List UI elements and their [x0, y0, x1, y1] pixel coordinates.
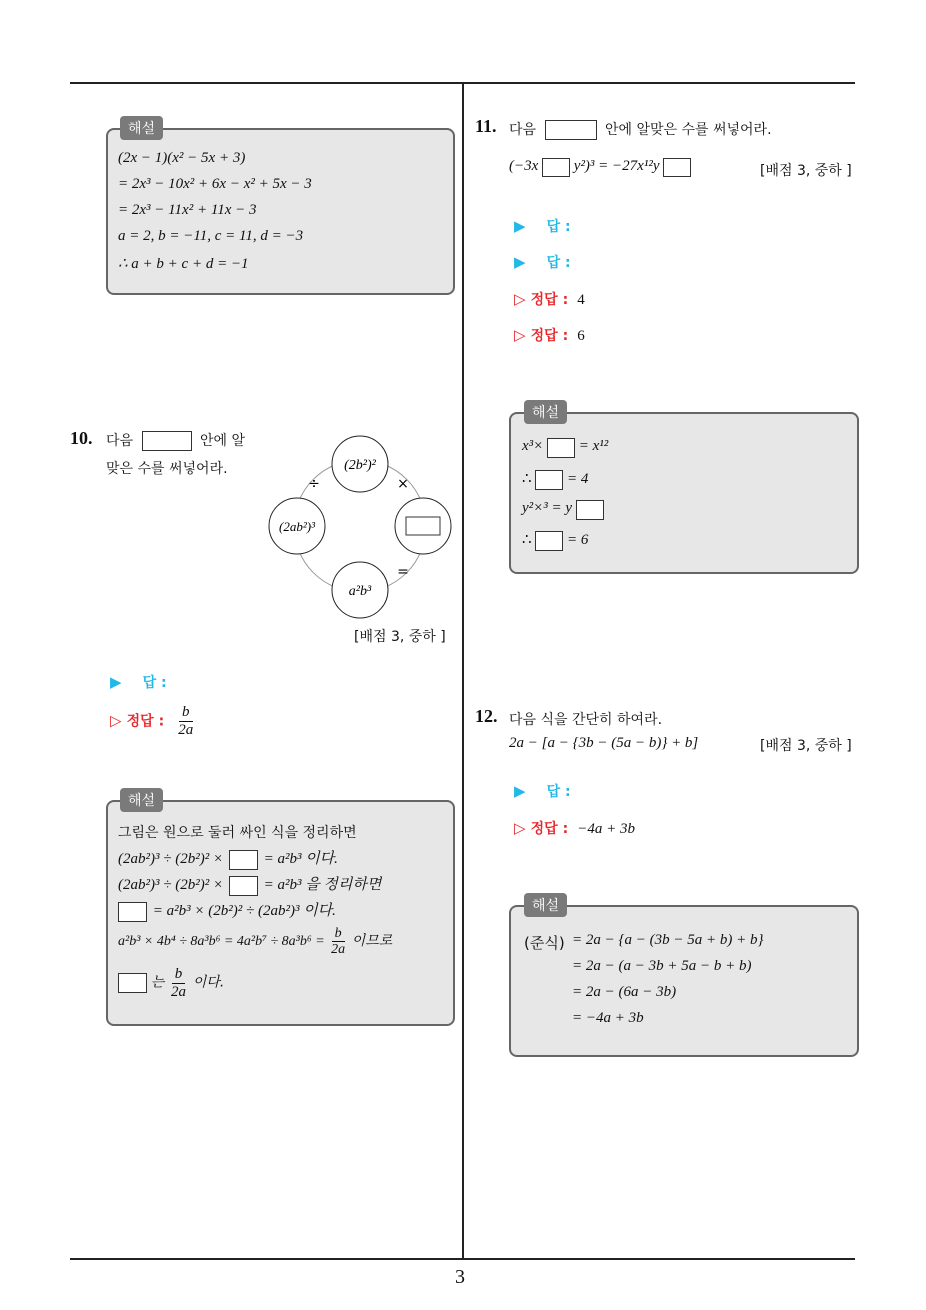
q10-diagram-left-expr: (2ab²)³: [279, 519, 315, 534]
q11-answer-row-1: [514, 216, 571, 236]
q11-correct-row-2: [514, 325, 585, 345]
q12-exp-line-2: = 2a − (a − 3b + 5a − b + b): [572, 958, 752, 974]
q10-correct-num: b: [179, 704, 193, 722]
q10-diagram-op-equals: =: [397, 564, 409, 580]
q10-exp-l6-fraction: [168, 966, 189, 1000]
q11-exp-line-4: [522, 530, 588, 551]
q10-prompt-line-1: [106, 430, 245, 451]
correct-arrow-icon: ▷: [514, 290, 526, 308]
q10-exp-l5b: 이므로: [351, 933, 393, 950]
q11-eq-blank-2: [663, 158, 691, 177]
q10-exp-l3b: = a²b³ 을 정리하면: [263, 877, 382, 893]
q10-score: [배점 3, 중하 ]: [354, 629, 446, 645]
q11-answer-row-2: [514, 252, 571, 272]
answer-arrow-icon: ▶: [514, 253, 526, 271]
q11-prompt-b: 안에 알맞은 수를 써넣어라.: [604, 122, 772, 138]
bottom-rule: [70, 1258, 855, 1260]
q10-exp-l4b: = a²b³ × (2b²)² ÷ (2ab²)³ 이다.: [152, 903, 336, 919]
q10-exp-line-1: 그림은 원으로 둘러 싸인 식을 정리하면: [118, 825, 357, 841]
q12-answer-row: [514, 781, 571, 801]
q11-prompt-a: 다음: [509, 122, 537, 138]
q11-exp-l1a: x³×: [522, 438, 544, 454]
page-number: 3: [455, 1266, 465, 1288]
q11-eq-blank-1: [542, 158, 570, 177]
q11-blank-box: [545, 120, 597, 140]
q11-exp-line-1: [522, 438, 608, 458]
q12-exp-line-3: = 2a − (6a − 3b): [572, 984, 677, 1000]
q12-prompt: 다음 식을 간단히 하여라.: [509, 712, 663, 728]
q10-correct-fraction: [175, 704, 196, 738]
q12-equation: 2a − [a − {3b − (5a − b)} + b]: [509, 735, 699, 751]
q11-correct-value-2: 6: [577, 328, 585, 344]
q10-exp-l5-fraction: [328, 926, 348, 958]
correct-arrow-icon: ▷: [514, 326, 526, 344]
q11-exp-l2b: = 4: [567, 471, 589, 487]
q10-number: 10.: [70, 428, 93, 448]
q10-exp-l2a: (2ab²)³ ÷ (2b²)² ×: [118, 851, 224, 867]
q9-exp-line-5: ∴ a + b + c + d = −1: [118, 256, 249, 272]
q10-exp-blank-1: [229, 850, 258, 870]
correct-arrow-icon: ▷: [110, 711, 122, 730]
q11-exp-blank-2: [535, 470, 563, 490]
q11-explanation-tag: 해설: [524, 400, 567, 424]
q11-exp-l2a: ∴: [522, 471, 532, 487]
q10-correct-label: 정답 :: [126, 713, 165, 730]
q9-exp-line-1: (2x − 1)(x² − 5x + 3): [118, 150, 246, 166]
q12-exp-line-4: = −4a + 3b: [572, 1010, 644, 1026]
q12-answer-label: 답 :: [546, 784, 571, 800]
q11-correct-label-1: 정답 :: [530, 292, 569, 308]
q11-correct-row-1: [514, 289, 585, 309]
q10-exp-blank-2: [229, 876, 258, 896]
q12-explanation-box: [509, 905, 859, 1057]
q10-explanation-tag: 해설: [120, 788, 163, 812]
q9-exp-line-3: = 2x³ − 11x² + 11x − 3: [118, 202, 257, 218]
q12-number: 12.: [475, 706, 498, 726]
q10-exp-blank-4: [118, 973, 147, 993]
q10-exp-l3a: (2ab²)³ ÷ (2b²)² ×: [118, 877, 224, 893]
q10-exp-blank-3: [118, 902, 147, 922]
q11-correct-label-2: 정답 :: [530, 328, 569, 344]
q12-explanation-tag: 해설: [524, 893, 567, 917]
answer-arrow-icon: ▶: [110, 673, 122, 691]
q11-exp-blank-3: [576, 500, 604, 520]
q11-score: [배점 3, 중하 ]: [760, 163, 852, 179]
q10-correct-den: 2a: [178, 721, 194, 738]
q10-exp-line-4: [118, 899, 336, 922]
q10-diagram-op-times: ×: [397, 476, 409, 492]
q11-exp-blank-1: [547, 438, 575, 458]
q11-eq-a: (−3x: [509, 158, 539, 174]
q9-exp-line-2: = 2x³ − 10x² + 6x − x² + 5x − 3: [118, 176, 312, 192]
q12-score: [배점 3, 중하 ]: [760, 738, 852, 754]
column-divider: [462, 84, 464, 1259]
q11-exp-l1b: = x¹²: [578, 438, 609, 454]
q10-diagram-blank: [406, 517, 440, 535]
q10-circle-diagram: [262, 432, 458, 622]
q10-diagram-op-divide: ÷: [308, 476, 320, 492]
q10-prompt-b: 안에 알: [199, 433, 245, 449]
q10-diagram-top-expr: (2b²)²: [344, 458, 376, 473]
q10-exp-l5-den: 2a: [331, 942, 346, 958]
q10-exp-l2b: = a²b³ 이다.: [263, 851, 338, 867]
q10-exp-line-6: [118, 966, 224, 1000]
q10-exp-l5-num: b: [332, 926, 345, 942]
q9-explanation-tag: 해설: [120, 116, 163, 140]
q11-exp-l4a: ∴: [522, 532, 532, 548]
q10-exp-l6-den: 2a: [171, 983, 187, 1000]
correct-arrow-icon: ▷: [514, 819, 526, 837]
q11-equation: [509, 158, 691, 177]
q12-correct-row: [514, 818, 635, 838]
q10-exp-l6-num: b: [172, 966, 186, 984]
q10-exp-l6a: 는: [150, 974, 165, 991]
q11-exp-l4b: = 6: [567, 532, 589, 548]
q11-exp-l3a: y²×³ = y: [522, 500, 573, 516]
q11-correct-value-1: 4: [577, 292, 585, 308]
q10-exp-line-3: [118, 873, 381, 896]
q10-exp-l6b: 이다.: [192, 974, 225, 991]
q10-answer-label: 답 :: [142, 675, 167, 691]
q11-exp-line-2: [522, 469, 588, 490]
q11-prompt: [509, 119, 772, 140]
q10-prompt-c: 맞은 수를 써넣어라.: [106, 461, 228, 477]
q11-eq-b: y²)³ = −27x¹²y: [573, 158, 660, 174]
q12-correct-value: −4a + 3b: [577, 821, 636, 837]
q11-exp-line-3: [522, 500, 604, 520]
q12-exp-label: (준식): [524, 934, 565, 952]
q11-exp-blank-4: [535, 531, 563, 551]
q12-correct-label: 정답 :: [530, 821, 569, 837]
q12-exp-line-1: = 2a − {a − (3b − 5a + b) + b}: [572, 932, 764, 948]
q10-answer-row: [110, 672, 167, 692]
q10-correct-row: [110, 704, 196, 738]
q11-answer-label-2: 답 :: [546, 255, 571, 271]
answer-arrow-icon: ▶: [514, 217, 526, 235]
q10-prompt-a: 다음: [106, 433, 134, 449]
q10-blank-box: [142, 431, 192, 451]
q9-exp-line-4: a = 2, b = −11, c = 11, d = −3: [118, 228, 304, 244]
q10-exp-line-5: [118, 926, 392, 958]
q10-diagram-bottom-expr: a²b³: [348, 584, 372, 599]
q11-number: 11.: [475, 116, 497, 136]
q10-exp-line-2: [118, 847, 338, 870]
q10-exp-l5a: a²b³ × 4b⁴ ÷ 8a³b⁶ = 4a²b⁷ ÷ 8a³b⁶ =: [118, 934, 325, 950]
answer-arrow-icon: ▶: [514, 782, 526, 800]
q11-answer-label-1: 답 :: [546, 219, 571, 235]
